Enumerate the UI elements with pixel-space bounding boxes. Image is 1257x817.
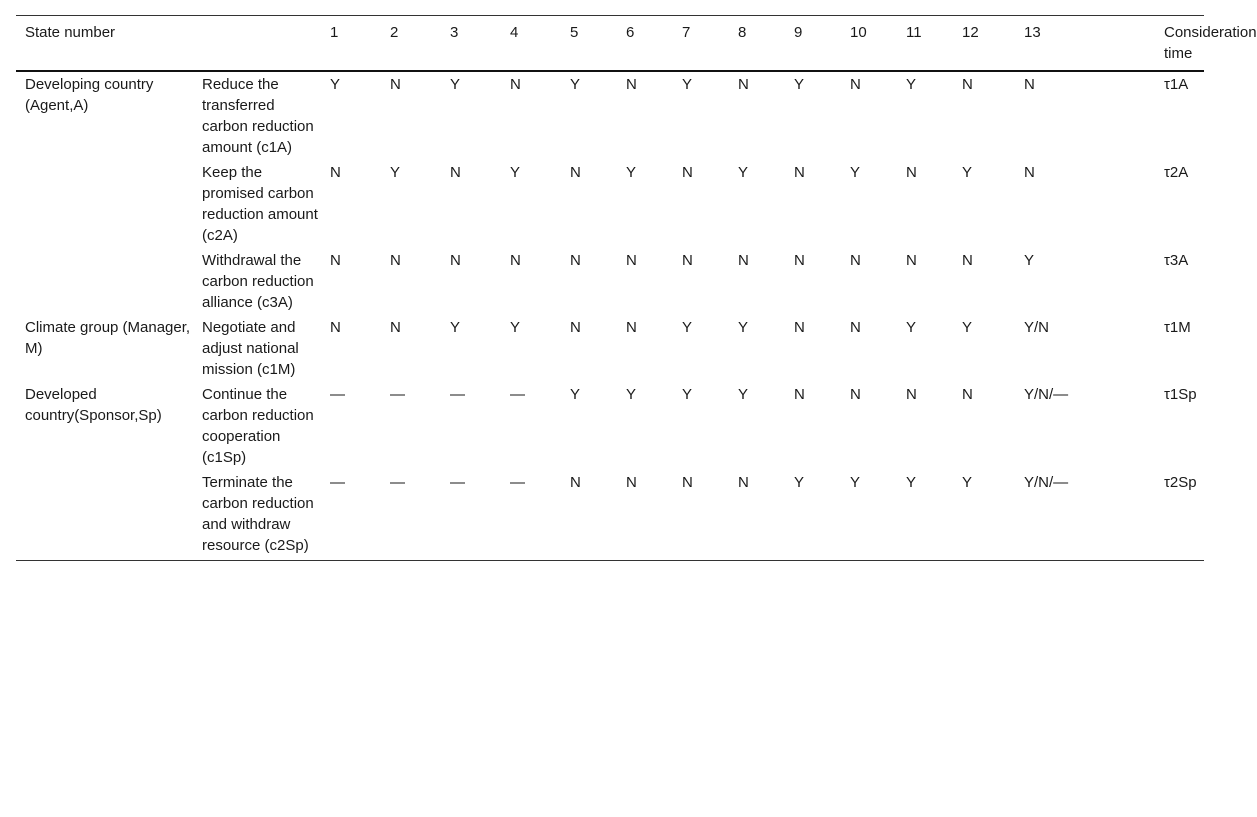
state-value-cell: Y (906, 319, 917, 336)
consideration-time-cell: τ1M (1164, 319, 1191, 336)
state-value-cell: N (738, 252, 749, 269)
state-header: 11 (906, 24, 922, 41)
table-row (16, 160, 1204, 248)
party-cell: Climate group (Manager, M) (25, 319, 191, 357)
consideration-time-cell: τ1Sp (1164, 386, 1197, 403)
state-value-cell: N (570, 319, 581, 336)
state-value-cell: N (906, 252, 917, 269)
state-value-cell: N (962, 386, 973, 403)
consideration-time-cell: τ1A (1164, 76, 1189, 93)
state-value-cell: Y (962, 164, 973, 181)
state-value-cell: Y (1024, 252, 1035, 269)
state-value-cell: N (570, 474, 581, 491)
state-value-cell: Y (738, 319, 749, 336)
consideration-time-header: Consideration time (1164, 24, 1257, 62)
table-row (16, 470, 1204, 561)
action-cell: Continue the carbon reduction cooperation (c1Sp) (202, 386, 314, 466)
state-header: 10 (850, 24, 867, 41)
state-value-cell: N (626, 319, 637, 336)
state-value-cell: Y (962, 319, 973, 336)
state-header: 6 (626, 24, 635, 41)
state-header: 3 (450, 24, 459, 41)
state-value-cell: N (450, 164, 461, 181)
state-value-cell: — (330, 386, 345, 403)
table-row (16, 315, 1204, 382)
state-value-cell: N (682, 252, 693, 269)
party-cell: Developed country(Sponsor,Sp) (25, 386, 162, 424)
state-value-cell: Y (570, 76, 581, 93)
state-value-cell: — (390, 474, 405, 491)
state-value-cell: N (390, 252, 401, 269)
state-value-cell: Y (570, 386, 581, 403)
state-value-cell: Y/N/— (1024, 386, 1069, 403)
action-cell: Reduce the transferred carbon reduction amount (c1A) (202, 76, 314, 156)
state-value-cell: N (962, 252, 973, 269)
state-value-cell: Y (850, 474, 861, 491)
state-header: 2 (390, 24, 399, 41)
state-value-cell: N (510, 76, 521, 93)
state-value-cell: N (850, 386, 861, 403)
state-header: 4 (510, 24, 519, 41)
state-value-cell: N (390, 76, 401, 93)
state-header: 1 (330, 24, 339, 41)
party-cell: Developing country (Agent,A) (25, 76, 154, 114)
party-cell (16, 160, 202, 248)
state-value-cell: Y/N (1024, 319, 1050, 336)
state-value-cell: Y (626, 386, 637, 403)
action-cell: Keep the promised carbon reduction amount (c2A) (202, 164, 318, 244)
state-value-cell: Y (794, 474, 805, 491)
state-value-cell: N (906, 386, 917, 403)
state-value-cell: Y (906, 76, 917, 93)
state-number-header: State number (25, 24, 116, 41)
state-value-cell: Y (738, 386, 749, 403)
state-value-cell: N (738, 76, 749, 93)
state-value-cell: N (570, 252, 581, 269)
state-value-cell: N (682, 164, 693, 181)
state-value-cell: N (330, 252, 341, 269)
table-row (16, 382, 1204, 470)
state-value-cell: Y (510, 319, 521, 336)
state-value-cell: Y (738, 164, 749, 181)
state-value-cell: — (450, 474, 465, 491)
state-value-cell: — (450, 386, 465, 403)
state-value-cell: — (510, 386, 525, 403)
state-value-cell: N (626, 76, 637, 93)
action-cell: Terminate the carbon reduction and withdraw resource (c2Sp) (202, 474, 314, 554)
state-value-cell: N (794, 164, 805, 181)
state-value-cell: Y (450, 319, 461, 336)
table-header-row (16, 16, 1204, 72)
state-value-cell: N (626, 474, 637, 491)
state-header: 9 (794, 24, 803, 41)
party-cell (16, 248, 202, 315)
state-value-cell: — (330, 474, 345, 491)
state-value-cell: N (330, 319, 341, 336)
state-value-cell: Y (510, 164, 521, 181)
consideration-time-cell: τ3A (1164, 252, 1189, 269)
state-value-cell: N (794, 386, 805, 403)
state-value-cell: N (330, 164, 341, 181)
state-value-cell: Y (626, 164, 637, 181)
state-value-cell: N (450, 252, 461, 269)
state-value-cell: N (626, 252, 637, 269)
state-value-cell: Y (906, 474, 917, 491)
state-value-cell: N (906, 164, 917, 181)
state-value-cell: Y (794, 76, 805, 93)
state-value-cell: N (794, 319, 805, 336)
state-table-container (16, 15, 1257, 561)
state-value-cell: — (390, 386, 405, 403)
state-value-cell: Y (450, 76, 461, 93)
state-value-cell: Y (390, 164, 401, 181)
state-value-cell: Y (682, 76, 693, 93)
state-header: 13 (1024, 24, 1041, 41)
state-value-cell: Y (850, 164, 861, 181)
state-value-cell: Y (682, 319, 693, 336)
state-value-cell: N (390, 319, 401, 336)
state-value-cell: N (570, 164, 581, 181)
state-value-cell: — (510, 474, 525, 491)
state-value-cell: N (850, 319, 861, 336)
state-header: 12 (962, 24, 979, 41)
state-value-cell: N (1024, 76, 1035, 93)
state-value-cell: Y (682, 386, 693, 403)
state-value-cell: Y/N/— (1024, 474, 1069, 491)
state-value-cell: N (850, 76, 861, 93)
state-value-cell: N (682, 474, 693, 491)
state-value-cell: N (794, 252, 805, 269)
state-value-cell: Y (330, 76, 341, 93)
table-row (16, 248, 1204, 315)
state-value-cell: N (1024, 164, 1035, 181)
consideration-time-cell: τ2A (1164, 164, 1189, 181)
state-header: 7 (682, 24, 691, 41)
state-value-cell: N (850, 252, 861, 269)
action-cell: Withdrawal the carbon reduction alliance (c3A) (202, 252, 314, 311)
action-cell: Negotiate and adjust national mission (c1M) (202, 319, 299, 378)
state-value-cell: N (738, 474, 749, 491)
party-cell (16, 470, 202, 561)
state-value-cell: N (962, 76, 973, 93)
state-value-cell: Y (962, 474, 973, 491)
table-row (16, 71, 1204, 160)
state-value-cell: N (510, 252, 521, 269)
state-table (16, 15, 1257, 561)
consideration-time-cell: τ2Sp (1164, 474, 1197, 491)
state-header: 8 (738, 24, 747, 41)
state-header: 5 (570, 24, 579, 41)
